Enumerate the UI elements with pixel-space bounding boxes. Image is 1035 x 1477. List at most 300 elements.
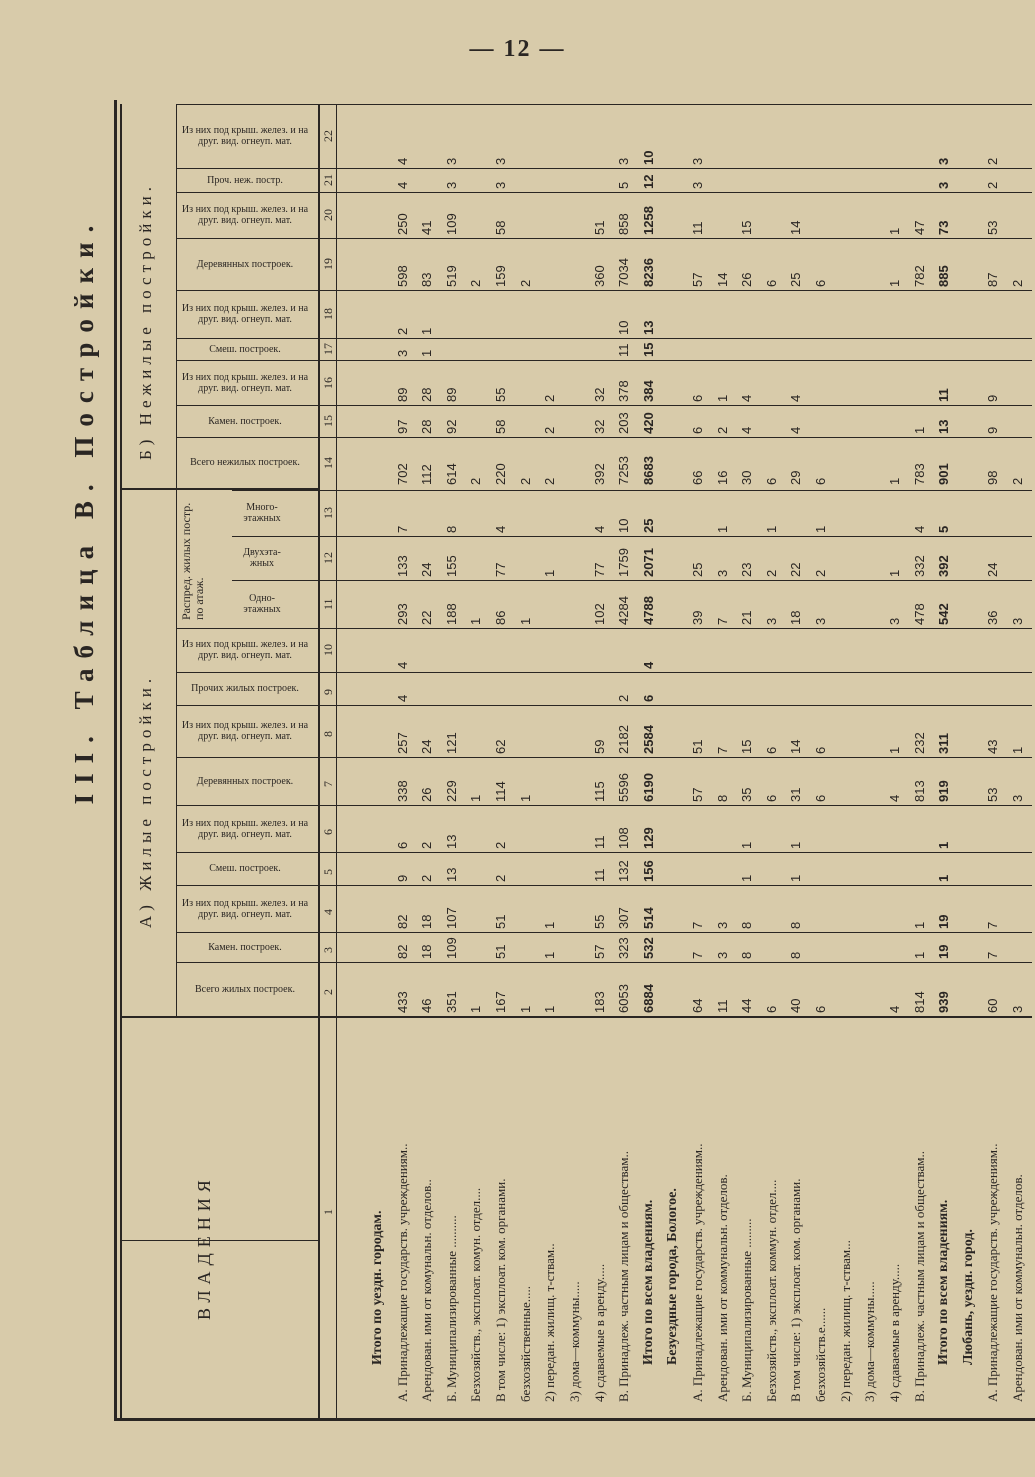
table-cell: 8683 [640,456,656,485]
table-cell: 5 [616,181,632,189]
table-cell: 8 [739,951,755,959]
row-label: 3) дома—коммуны..... [862,1281,878,1402]
row-label: В. Принадлеж. частным лицам и обществам.. [616,1150,632,1402]
table-cell: 183 [591,991,607,1013]
table-cell: 98 [985,470,1001,485]
table-cell: 86 [493,610,509,625]
table-cell: 4 [394,661,410,669]
table-cell: 1759 [616,548,632,577]
table-cell: 64 [690,998,705,1013]
table-cell: 26 [739,272,755,287]
table-cell: 338 [394,780,410,802]
column-line [232,536,1032,537]
table-cell: 11 [936,388,952,402]
table-cell: 2 [394,327,410,335]
table-cell: 2 [1010,279,1025,287]
table-cell: 1 [419,327,435,335]
table-cell: 25 [788,272,804,287]
table-cell: 46 [419,998,435,1013]
table-cell: 2 [468,279,484,287]
table-cell: 6 [690,394,705,402]
table-cell: 31 [788,787,804,802]
table-cell: 3 [1010,617,1025,625]
table-cell: 1 [886,746,902,754]
table-cell: 1 [517,794,533,802]
table-cell: 4 [886,794,902,802]
table-cell: 3 [936,181,952,189]
table-cell: 167 [493,991,509,1013]
table-cell: 360 [591,265,607,287]
table-cell: 13 [936,419,952,434]
table-cell: 257 [394,732,410,754]
table-cell: 15 [640,342,656,357]
column-number-divider-2 [336,104,337,1418]
table-cell: 433 [394,991,410,1013]
table-cell: 35 [739,787,755,802]
table-cell: 6 [640,694,656,702]
table-cell: 24 [985,562,1001,577]
column-header-21: Проч. неж. постр. [207,174,283,186]
table-cell: 1 [936,874,952,882]
table-cell: 8236 [640,258,656,287]
column-line [176,437,1032,438]
table-cell: 6 [763,477,779,485]
table-cell: 1 [468,794,484,802]
column-line [176,405,1032,406]
table-cell: 9 [985,394,1001,402]
column-line [176,962,1032,963]
table-cell: 1 [763,525,779,533]
table-cell: 6 [394,841,410,849]
table-cell: 92 [443,419,459,434]
column-number-divider [318,104,320,1418]
table-cell: 885 [936,265,952,287]
table-cell: 4 [886,1005,902,1013]
column-line [176,705,1032,706]
table-cell: 3 [1010,794,1025,802]
column-header-19: Деревянных построек. [196,258,294,270]
table-cell: 51 [591,220,607,235]
table-cell: 41 [419,220,435,235]
table-cell: 89 [443,387,459,402]
table-cell: 58 [493,419,509,434]
table-cell: 232 [911,732,927,754]
column-header-9: Прочих жилых построек. [191,683,299,694]
table-cell: 51 [493,914,509,929]
table-cell: 1 [714,525,730,533]
row-label: 4) сдаваемые в аренду..... [591,1263,607,1402]
table-cell: 1 [813,525,829,533]
row-label: 2) передан. жилищ. т-ствам... [837,1240,853,1402]
table-cell: 9 [394,874,410,882]
table-cell: 3 [443,157,459,165]
table-cell: 14 [714,272,730,287]
table-cell: 11 [591,868,607,882]
column-header-8: Из них под крыш. желез. и на друг. вид. огнеуп. мат. [181,720,309,742]
table-cell: 108 [616,827,632,849]
table-cell: 12 [640,174,656,189]
table-cell: 2071 [640,548,656,577]
table-cell: 1 [739,841,755,849]
table-cell: 814 [911,991,927,1013]
table-cell: 109 [443,937,459,959]
table-cell: 14 [788,739,804,754]
table-cell: 77 [591,562,607,577]
table-cell: 2 [542,394,558,402]
table-cell: 3 [394,349,410,357]
table-cell: 1258 [640,206,656,235]
table-cell: 7034 [616,258,632,287]
table-cell: 1 [468,617,484,625]
table-cell: 15 [739,220,755,235]
table-cell: 4 [739,426,755,434]
column-number-6: 6 [321,828,335,835]
column-header-14: Всего нежилых построек. [190,457,300,468]
table-cell: 9 [985,426,1001,434]
table-cell: 514 [640,907,656,929]
column-number-4: 4 [321,908,335,915]
table-cell: 15 [739,739,755,754]
table-cell: 392 [936,555,952,577]
table-cell: 8 [714,794,730,802]
table-cell: 11 [714,999,730,1013]
table-cell: 1 [911,426,927,434]
table-cell: 60 [985,998,1001,1013]
column-header-10: Из них под крыш. желез. и на друг. вид. огнеуп. мат. [181,639,309,661]
table-cell: 598 [394,265,410,287]
row-label: А. Принадлежащие государств. учреждениям.. [394,1143,410,1402]
table-cell: 3 [690,181,705,189]
row-heading: Итого по уездн. городам. [370,1210,385,1365]
table-cell: 57 [690,272,705,287]
table-cell: 6 [813,279,829,287]
table-cell: 13 [443,867,459,882]
row-label: безхозяйств.е...... [813,1307,829,1402]
table-cell: 4 [394,181,410,189]
table-cell: 11 [591,835,607,849]
column-header-11: Одно-этажных [243,593,281,615]
table-cell: 1 [542,569,558,577]
row-heading: Итого по всем владениям. [936,1199,952,1365]
row-label: безхозяйственные..... [517,1285,533,1402]
table-cell: 89 [394,387,410,402]
table-cell: 44 [739,998,755,1013]
table-cell: 32 [591,419,607,434]
table-cell: 783 [911,463,927,485]
header-separator [120,1016,1032,1018]
column-line [176,238,1032,239]
table-cell: 25 [690,562,705,577]
table-cell: 782 [911,265,927,287]
table-cell: 1 [936,841,952,849]
table-cell: 7 [985,921,1001,929]
table-cell: 2 [985,157,1001,165]
table-cell: 53 [985,220,1001,235]
table-cell: 1 [542,1005,558,1013]
row-label: В том числе: 1) эксплоат. ком. органами. [493,1178,509,1402]
table-cell: 323 [616,937,632,959]
table-cell: 109 [443,213,459,235]
table-cell: 5596 [616,773,632,802]
table-cell: 2584 [640,725,656,754]
table-cell: 10 [616,320,632,335]
table-cell: 1 [788,841,804,849]
table-cell: 1 [886,477,902,485]
table-cell: 30 [739,470,755,485]
row-label: В. Принадлеж. частным лицам и обществам.. [911,1150,927,1402]
table-cell: 614 [443,463,459,485]
table-cell: 2 [714,426,730,434]
table-cell: 6190 [640,773,656,802]
table-cell: 2 [493,841,509,849]
table-cell: 813 [911,780,927,802]
column-line [176,885,1032,886]
table-cell: 55 [591,914,607,929]
table-cell: 4 [493,525,509,533]
section-residential: А) Жилые постройки. [136,673,155,928]
table-cell: 3 [714,951,730,959]
table-cell: 36 [985,610,1001,625]
table-cell: 378 [616,380,632,402]
column-header-7: Деревянных построек. [196,775,294,787]
table-cell: 6 [813,746,829,754]
table-cell: 384 [640,380,656,402]
table-cell: 16 [714,470,730,485]
frame-inner-left [120,104,122,1418]
column-header-16: Из них под крыш. желез. и на друг. вид. огнеуп. мат. [181,371,309,394]
table-cell: 7 [394,525,410,533]
row-label: 2) передан. жилищ. т-ствам.. [542,1243,558,1402]
column-header-12: Двухэта-жных [243,547,281,569]
table-cell: 1 [788,874,804,882]
table-cell: 1 [911,921,927,929]
table-cell: 2 [517,279,533,287]
column-line [176,757,1032,758]
table-cell: 311 [936,733,952,754]
column-line [176,168,1032,169]
section-distribution: Распред. жилых постр. по атаж. [179,502,206,620]
column-header-6: Из них под крыш. желез. и на друг. вид. огнеуп. мат. [181,817,309,840]
column-header-13: Много-этажных [243,502,281,524]
table-cell: 229 [443,780,459,802]
table-cell: 3 [763,617,779,625]
table-cell: 6 [813,477,829,485]
table-cell: 3 [886,617,902,625]
table-cell: 2 [1010,477,1025,485]
row-label: Безхозяйств., эксплоат. комун. отдел.... [468,1187,484,1402]
table-cell: 11 [690,221,705,235]
table-cell: 32 [591,387,607,402]
table-cell: 2 [419,841,435,849]
label-col-divider [120,1240,320,1241]
table-cell: 18 [788,610,804,625]
table-cell: 43 [985,739,1001,754]
table-cell: 8 [443,525,459,533]
table-cell: 40 [788,998,804,1013]
row-label: 4) сдаваемые в аренду..... [886,1263,902,1402]
table-cell: 4 [788,426,804,434]
table-cell: 3 [813,617,829,625]
table-cell: 4 [591,525,607,533]
table-cell: 307 [616,907,632,929]
column-header-18: Из них под крыш. желез. и на друг. вид. огнеуп. мат. [181,303,309,325]
table-cell: 6 [690,426,705,434]
table-cell: 939 [936,991,952,1013]
table-cell: 3 [714,921,730,929]
table-cell: 73 [936,220,952,235]
table-cell: 121 [443,732,459,754]
table-cell: 6 [763,746,779,754]
column-header-2: Всего жилых построек. [195,983,295,995]
table-cell: 6 [763,1005,779,1013]
table-cell: 858 [616,213,632,235]
table-cell: 112 [419,464,435,485]
table-cell: 11 [616,343,632,357]
table-cell: 332 [911,555,927,577]
row-heading: Любань, уездн. город. [960,1229,976,1365]
column-number-22: 22 [321,130,335,142]
row-label: А. Принадлежащие государств. учреждениям.. [690,1143,705,1402]
table-cell: 62 [493,739,509,754]
row-label: Б. Муниципализированные .......... [443,1215,459,1402]
table-title: III. Таблица В. Постройки. [69,215,99,805]
column-line [176,338,1032,339]
row-label: Арендован. ими от коммунальн. отделов. [1010,1174,1025,1402]
table-cell: 1 [468,1005,484,1013]
table-cell: 1 [886,569,902,577]
column-number-13: 13 [321,507,335,519]
table-cell: 28 [419,419,435,434]
table-cell: 155 [443,555,459,577]
table-cell: 159 [493,265,509,287]
table-cell: 18 [419,944,435,959]
table-cell: 4 [394,694,410,702]
column-number-14: 14 [321,456,335,469]
table-cell: 83 [419,272,435,287]
table-cell: 129 [640,827,656,849]
table-cell: 51 [690,739,705,754]
section-nonresidential: Б) Нежилые постройки. [136,182,155,460]
table-cell: 1 [886,279,902,287]
table-cell: 2 [468,477,484,485]
table-cell: 1 [886,227,902,235]
table-cell: 156 [640,860,656,882]
table-cell: 7 [690,951,705,959]
table-cell: 2 [985,181,1001,189]
column-header-5: Смеш. построек. [209,863,281,874]
column-header-15: Камен. построек. [208,415,282,427]
table-cell: 4 [640,661,656,669]
table-cell: 8 [788,921,804,929]
table-cell: 392 [591,463,607,485]
table-cell: 82 [394,914,410,929]
row-heading: Итого по всем владениям. [640,1199,656,1365]
table-cell: 18 [419,914,435,929]
table-cell: 114 [493,781,509,802]
column-number-15: 15 [321,415,335,427]
column-number-16: 16 [321,376,335,389]
table-cell: 10 [640,150,656,165]
column-number-9: 9 [321,688,335,695]
table-cell: 23 [739,562,755,577]
column-number-8: 8 [321,731,335,737]
table-cell: 8 [739,921,755,929]
table-cell: 2 [419,874,435,882]
table-cell: 14 [788,220,804,235]
table-cell: 1 [517,617,533,625]
table-cell: 1 [1010,746,1025,754]
column-number-1: 1 [321,1209,335,1215]
row-label: 3) дома—коммуны..... [566,1281,582,1402]
table-cell: 87 [985,272,1001,287]
table-cell: 1 [911,951,927,959]
table-cell: 133 [394,555,410,577]
table-cell: 8 [788,951,804,959]
column-number-18: 18 [321,308,335,320]
column-header-17: Смеш. построек. [209,343,281,355]
table-cell: 57 [591,944,607,959]
table-cell: 3 [493,181,509,189]
table-cell: 3 [443,181,459,189]
table-cell: 21 [739,610,755,625]
column-line [176,290,1032,291]
table-cell: 6884 [640,984,656,1013]
table-cell: 420 [640,412,656,434]
table-cell: 919 [936,780,952,802]
row-label: Арендован. ими от комунальн. отделов.. [419,1179,435,1402]
table-cell: 19 [936,914,952,929]
table-cell: 59 [591,739,607,754]
table-cell: 250 [394,213,410,235]
row-label: Б. Муниципализированные ......... [739,1218,755,1402]
column-number-11: 11 [321,598,335,610]
table-cell: 1 [419,349,435,357]
table-cell: 519 [443,265,459,287]
column-header-20: Из них под крыш. желез. и на друг. вид. огнеуп. мат. [181,204,309,226]
table-cell: 7253 [616,456,632,485]
table-cell: 2 [517,477,533,485]
column-line [176,628,1032,629]
table-cell: 57 [690,787,705,802]
table-cell: 97 [394,419,410,434]
table-cell: 2 [616,694,632,702]
table-cell: 28 [419,387,435,402]
table-cell: 24 [419,562,435,577]
table-cell: 478 [911,603,927,625]
table-cell: 3 [714,569,730,577]
table-cell: 293 [394,603,410,625]
column-number-12: 12 [321,552,335,564]
table-cell: 3 [1010,1005,1025,1013]
column-line [176,852,1032,853]
table-cell: 66 [690,470,705,485]
table-cell: 3 [493,157,509,165]
table-cell: 4788 [640,596,656,625]
table-cell: 29 [788,470,804,485]
table-cell: 3 [690,157,705,165]
column-line [232,580,1032,581]
table-cell: 1 [542,951,558,959]
table-cell: 2 [542,477,558,485]
table-cell: 2 [493,874,509,882]
column-line [176,360,1032,361]
table-cell: 13 [443,834,459,849]
column-number-17: 17 [321,343,335,355]
table-cell: 10 [616,518,632,533]
table-cell: 26 [419,787,435,802]
table-cell: 1 [714,394,730,402]
table-cell: 25 [640,518,656,533]
